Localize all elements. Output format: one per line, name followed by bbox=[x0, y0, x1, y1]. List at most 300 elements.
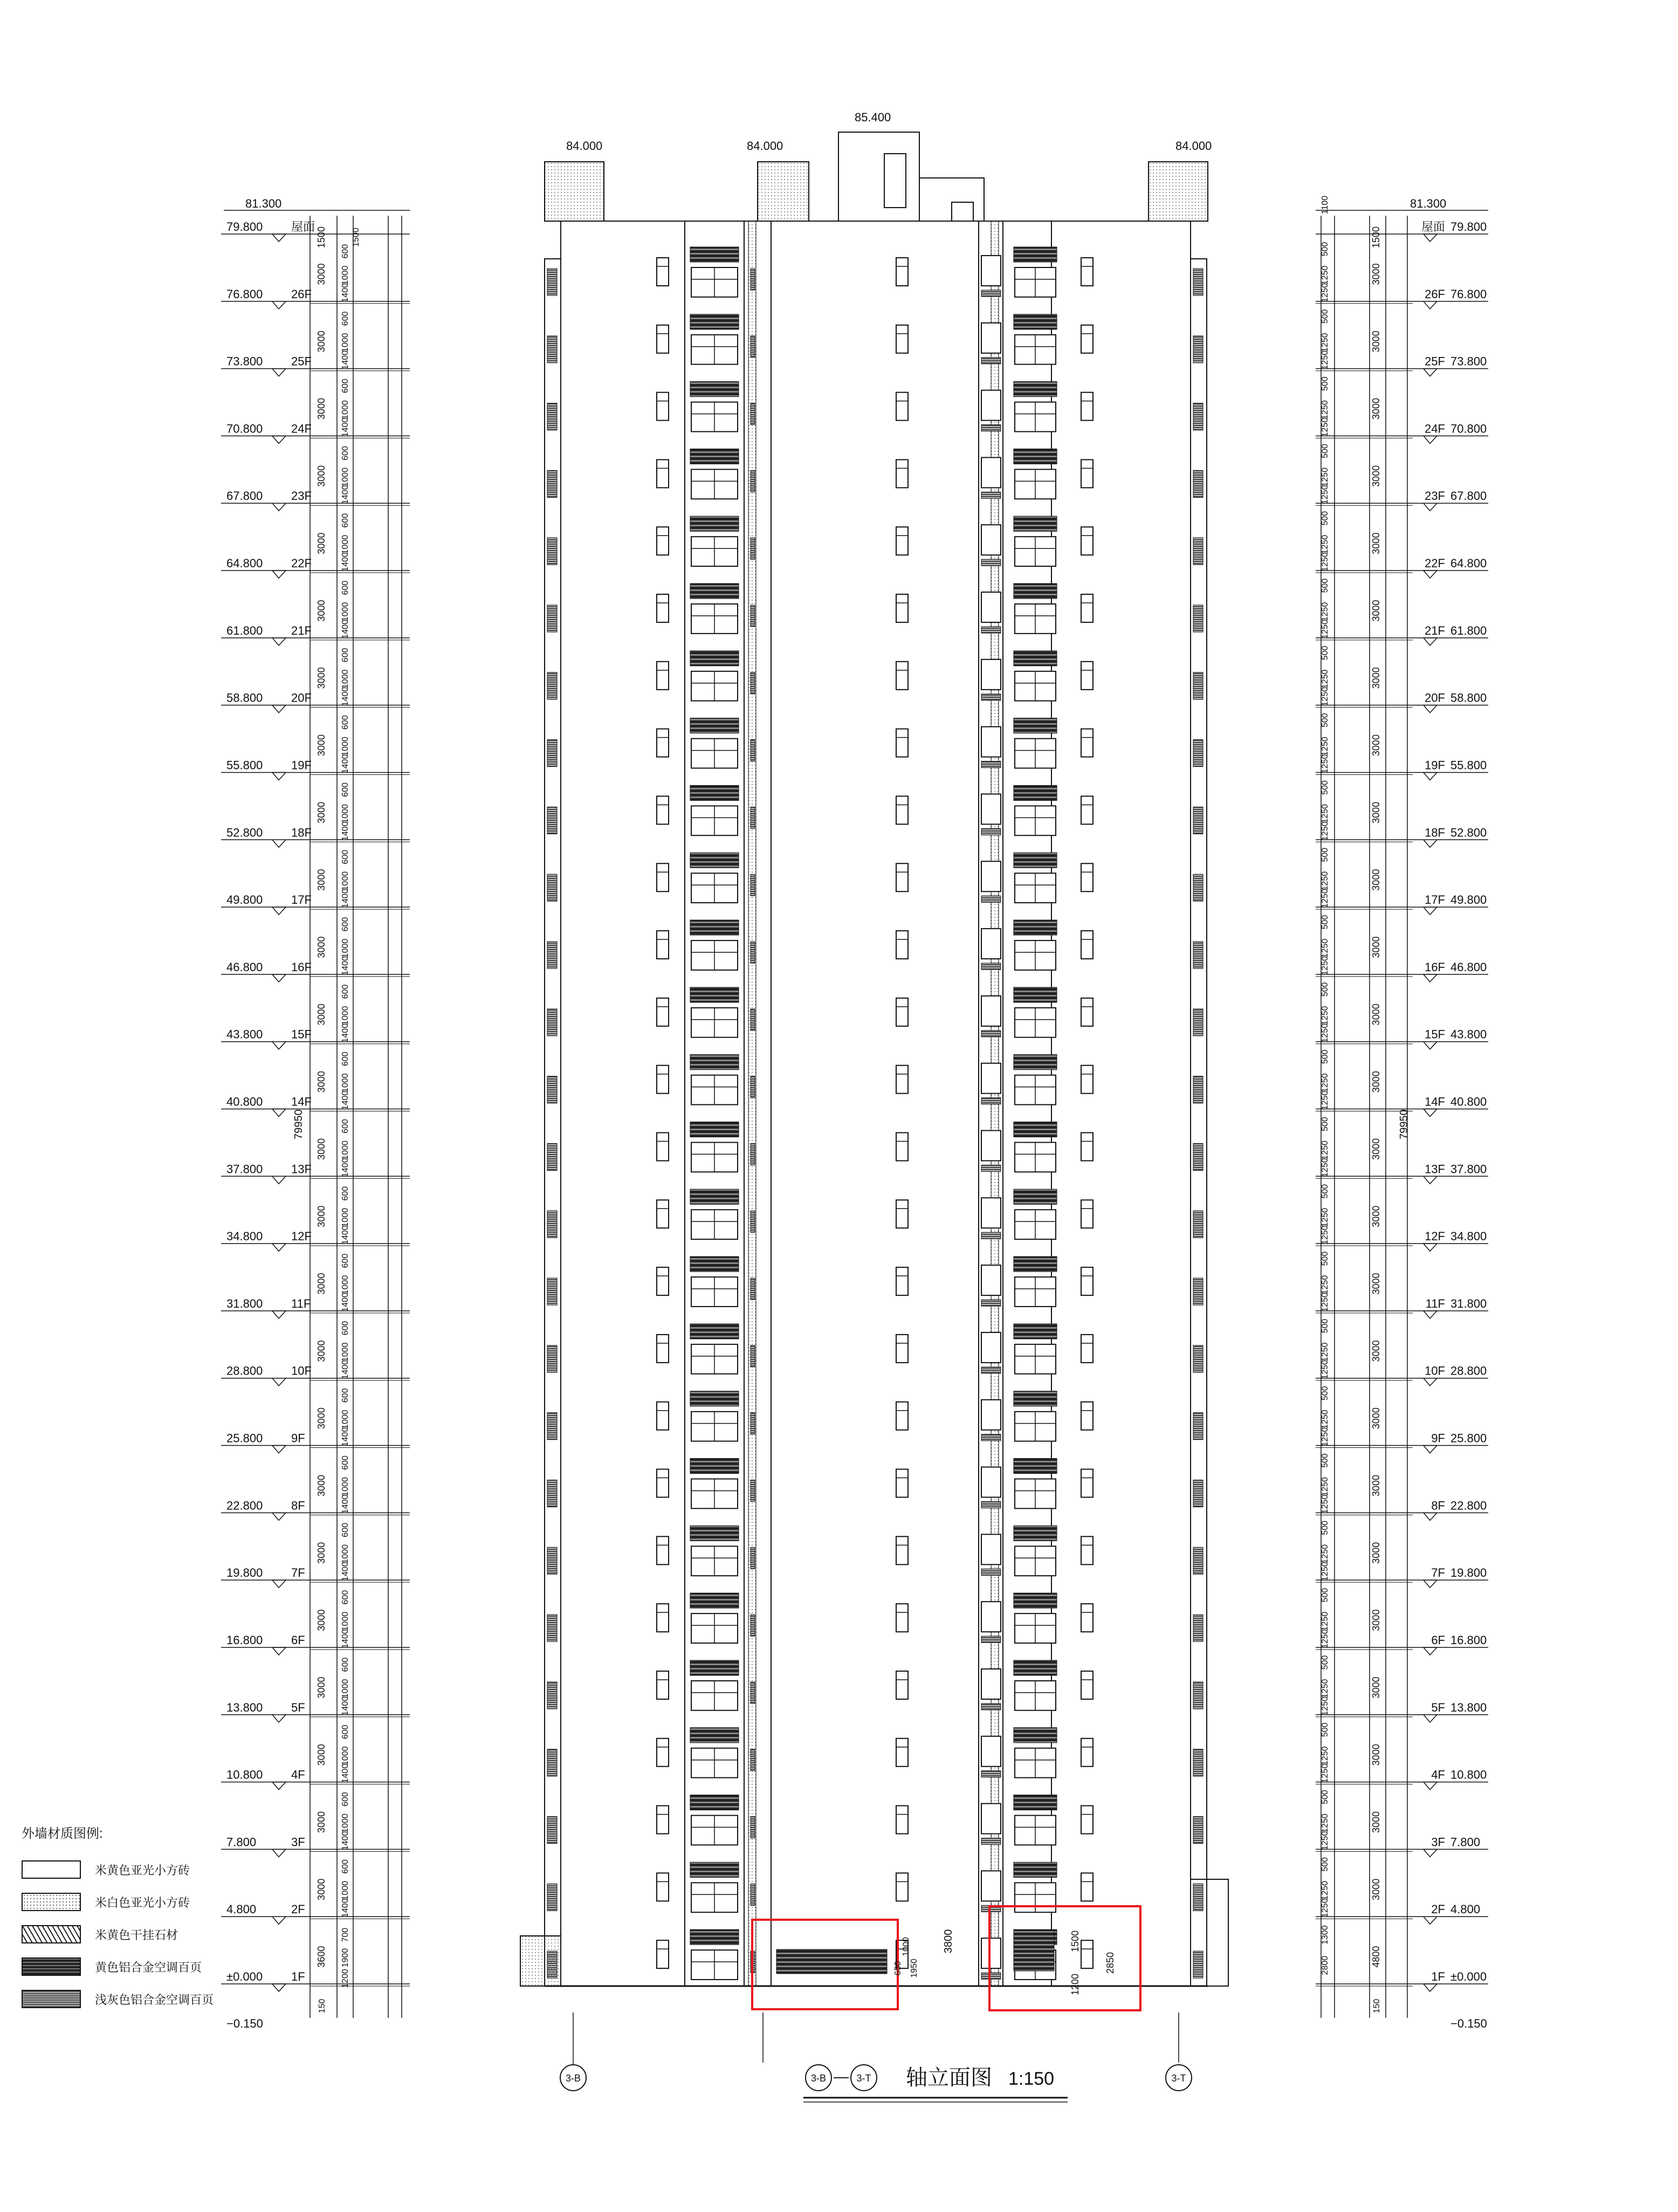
right-sub-dim: 1250 bbox=[1321, 1023, 1330, 1043]
elevation-triangle bbox=[272, 638, 286, 645]
left-sub-dim: 1000 bbox=[341, 602, 350, 622]
right-sub-dim: 1300 bbox=[1321, 1925, 1330, 1945]
corridor-window bbox=[981, 794, 1001, 824]
elevation-triangle bbox=[1423, 1311, 1437, 1318]
left-floor-label: 5F bbox=[291, 1700, 305, 1714]
left-sub-dim: 1200 bbox=[341, 1969, 350, 1988]
wing-louver bbox=[1193, 403, 1203, 430]
corridor-grille bbox=[981, 896, 1001, 902]
ac-louver-left bbox=[690, 1391, 739, 1406]
left-sub-dim: 1400 bbox=[341, 1763, 350, 1783]
corridor-grille bbox=[981, 1031, 1001, 1037]
elevation-triangle bbox=[272, 1580, 286, 1588]
right-elevation-value: 73.800 bbox=[1450, 354, 1487, 368]
elevation-triangle bbox=[272, 1446, 286, 1453]
left-floor-dim: 3000 bbox=[316, 1205, 327, 1227]
small-window bbox=[657, 1536, 669, 1564]
right-sub-dim: 1250 bbox=[1321, 1090, 1330, 1110]
small-window bbox=[657, 594, 669, 622]
elevation-triangle bbox=[1423, 1513, 1437, 1520]
left-sub-dim: 600 bbox=[341, 984, 350, 999]
right-floor-dim: 3000 bbox=[1371, 801, 1381, 823]
right-sub-dim: 500 bbox=[1321, 645, 1330, 661]
right-floor-dim: 3000 bbox=[1371, 1811, 1381, 1833]
small-window bbox=[1081, 796, 1093, 824]
left-sub-dim: 1400 bbox=[341, 417, 350, 437]
corridor-grille bbox=[981, 1636, 1001, 1643]
elevation-triangle bbox=[272, 705, 286, 713]
right-floor-label: 18F bbox=[1425, 826, 1445, 840]
wing-louver bbox=[751, 672, 755, 694]
left-floor-label: 14F bbox=[291, 1095, 312, 1109]
ac-louver-right bbox=[1014, 718, 1057, 733]
wing-louver bbox=[751, 336, 755, 358]
wing-louver bbox=[751, 807, 755, 828]
left-floor-label: 7F bbox=[291, 1566, 305, 1580]
ac-louver-right bbox=[1014, 1391, 1057, 1406]
left-floor-dim: 3000 bbox=[316, 1071, 327, 1093]
right-floor-label: 14F bbox=[1425, 1095, 1445, 1109]
right-floor-dim: 3000 bbox=[1371, 1677, 1381, 1699]
ac-louver-left bbox=[690, 1526, 739, 1541]
right-sub-dim: 1250 bbox=[1321, 1225, 1330, 1245]
corridor-grille bbox=[981, 1838, 1001, 1845]
right-floor-label: 7F bbox=[1431, 1566, 1445, 1580]
elevation-triangle bbox=[272, 1378, 286, 1386]
left-elevation-value: 43.800 bbox=[226, 1027, 263, 1041]
left-elevation-value: 37.800 bbox=[226, 1162, 263, 1176]
right-floor-dim: 3000 bbox=[1371, 1071, 1381, 1093]
left-floor-dim: 3000 bbox=[316, 1811, 327, 1833]
small-window bbox=[657, 325, 669, 353]
wing-louver bbox=[751, 538, 755, 559]
left-total-height: 79950 bbox=[293, 1109, 305, 1139]
right-floor-label: 3F bbox=[1431, 1835, 1445, 1849]
left-sub-dim: 1000 bbox=[341, 1141, 350, 1160]
small-window bbox=[657, 1806, 669, 1834]
right-sub-dim: 1250 bbox=[1321, 1696, 1330, 1716]
left-elevation-value: 73.800 bbox=[226, 354, 263, 368]
wing-louver bbox=[751, 1144, 755, 1165]
ac-louver-right bbox=[1014, 1122, 1057, 1137]
right-base-dim: 150 bbox=[1372, 1998, 1381, 2014]
right-sub-dim: 1250 bbox=[1321, 417, 1330, 437]
elevation-triangle bbox=[1423, 974, 1437, 982]
left-sub-dim: 1000 bbox=[341, 1275, 350, 1295]
right-floor-label: 8F bbox=[1431, 1499, 1445, 1513]
ac-louver-left bbox=[690, 516, 739, 531]
right-floor-dim: 3000 bbox=[1371, 1744, 1381, 1766]
left-elevation-value: 64.800 bbox=[226, 557, 263, 571]
left-sub-dim: 600 bbox=[341, 849, 350, 864]
wing-louver bbox=[547, 1009, 557, 1036]
left-sub-dim: 1000 bbox=[341, 1880, 350, 1900]
left-floor-label: 25F bbox=[291, 354, 312, 368]
left-sub-dim: 600 bbox=[341, 1321, 350, 1336]
elevation-triangle bbox=[1423, 1042, 1437, 1049]
left-floor-dim: 3000 bbox=[316, 1878, 327, 1900]
left-tower bbox=[545, 162, 604, 221]
left-sub-dim: 1400 bbox=[341, 1831, 350, 1851]
small-window bbox=[1081, 863, 1093, 891]
ac-louver-right bbox=[1014, 1256, 1057, 1272]
left-floor-label: 15F bbox=[291, 1027, 312, 1041]
corridor-window bbox=[981, 1534, 1001, 1564]
right-floor-label: 16F bbox=[1425, 960, 1445, 974]
left-floor-label: 1F bbox=[291, 1970, 305, 1983]
right-sub-dim: 1250 bbox=[1321, 333, 1330, 353]
corridor-grille bbox=[981, 828, 1001, 835]
wing-louver bbox=[547, 1211, 557, 1238]
ac-louver-right bbox=[1014, 382, 1057, 397]
small-window bbox=[1081, 1739, 1093, 1767]
left-floor-label: 6F bbox=[291, 1633, 305, 1647]
left-floor-label: 23F bbox=[291, 489, 312, 503]
dim-window-sub: 1500 bbox=[1070, 1930, 1081, 1953]
right-sub-dim: 1250 bbox=[1321, 620, 1330, 639]
left-sub-dim: 1400 bbox=[341, 283, 350, 303]
ac-louver-right bbox=[1014, 1795, 1057, 1810]
small-window bbox=[896, 258, 908, 286]
ground-window bbox=[1014, 1931, 1054, 1971]
left-floor-label: 22F bbox=[291, 557, 312, 571]
wing-louver bbox=[547, 1144, 557, 1171]
ac-louver-right bbox=[1014, 1459, 1057, 1474]
corridor-window bbox=[981, 1467, 1001, 1497]
ac-louver-left bbox=[690, 651, 739, 666]
right-sub-dim: 1250 bbox=[1321, 1410, 1330, 1429]
left-sub-dim: 1400 bbox=[341, 1494, 350, 1514]
entrance-louver bbox=[776, 1949, 887, 1974]
small-window bbox=[657, 1604, 669, 1632]
axis-marker-left: 3-B bbox=[565, 2073, 581, 2084]
corridor-grille bbox=[981, 290, 1001, 297]
left-elevation-value: 40.800 bbox=[226, 1095, 263, 1109]
ac-louver-left bbox=[690, 1795, 739, 1810]
left-floor-label: 9F bbox=[291, 1431, 305, 1445]
right-elevation-value: 61.800 bbox=[1450, 623, 1487, 637]
left-annex bbox=[520, 1936, 561, 1986]
small-window bbox=[896, 594, 908, 622]
left-floor-label: 24F bbox=[291, 422, 312, 436]
small-window bbox=[896, 1267, 908, 1295]
left-wing bbox=[545, 259, 561, 1986]
right-floor-dim: 3000 bbox=[1371, 600, 1381, 622]
left-elevation-value: 13.800 bbox=[226, 1700, 263, 1714]
small-window bbox=[896, 1604, 908, 1632]
right-sub-dim: 1250 bbox=[1321, 265, 1330, 285]
small-window bbox=[896, 1806, 908, 1834]
left-sub-dim: 600 bbox=[341, 715, 350, 730]
left-sub-dim: 600 bbox=[341, 1186, 350, 1201]
small-window bbox=[657, 393, 669, 421]
corridor-window bbox=[981, 457, 1001, 487]
left-floor-dim: 3000 bbox=[316, 1004, 327, 1026]
right-sub-dim: 1250 bbox=[1321, 804, 1330, 823]
legend-label: 米白色亚光小方砖 bbox=[95, 1895, 190, 1909]
small-window bbox=[657, 1940, 669, 1968]
right-floor-label: 13F bbox=[1425, 1162, 1445, 1176]
small-window bbox=[657, 931, 669, 959]
small-window bbox=[1081, 1671, 1093, 1699]
corridor-window bbox=[981, 1804, 1001, 1834]
corridor-grille bbox=[981, 1434, 1001, 1441]
elevation-triangle bbox=[1423, 234, 1437, 242]
left-floor-dim: 3000 bbox=[316, 1340, 327, 1362]
wing-louver bbox=[547, 1817, 557, 1844]
small-window bbox=[657, 1200, 669, 1228]
left-ground-dim: 3600 bbox=[316, 1946, 327, 1968]
right-elevation-value: 4.800 bbox=[1450, 1902, 1481, 1916]
ac-louver-right bbox=[1014, 449, 1057, 464]
wing-louver bbox=[547, 1884, 557, 1911]
left-sub-dim: 600 bbox=[341, 1119, 350, 1134]
wing-louver bbox=[1193, 1009, 1203, 1036]
elevation-triangle bbox=[1423, 369, 1437, 376]
right-floor-label: 10F bbox=[1425, 1364, 1445, 1378]
left-sub-dim: 1000 bbox=[341, 737, 350, 756]
elevation-triangle bbox=[272, 974, 286, 982]
right-sub-dim: 500 bbox=[1321, 915, 1330, 930]
left-sub-dim: 1400 bbox=[341, 889, 350, 908]
legend-label: 米黄色亚光小方砖 bbox=[95, 1863, 190, 1877]
stair-core bbox=[838, 132, 919, 221]
small-window bbox=[657, 1469, 669, 1497]
elevation-triangle bbox=[1423, 705, 1437, 713]
left-floor-dim: 3000 bbox=[316, 667, 327, 689]
right-ground-dim: 4800 bbox=[1371, 1946, 1381, 1968]
left-sub-dim: 1000 bbox=[341, 804, 350, 823]
right-elevation-value: 67.800 bbox=[1450, 489, 1487, 503]
corridor-grille bbox=[981, 1098, 1001, 1104]
small-window bbox=[1081, 459, 1093, 487]
right-floor-dim: 3000 bbox=[1371, 1273, 1381, 1295]
small-window bbox=[896, 863, 908, 891]
left-floor-dim: 3000 bbox=[316, 1407, 327, 1430]
wing-louver bbox=[547, 740, 557, 767]
small-window bbox=[1081, 1806, 1093, 1834]
left-sub-dim: 600 bbox=[341, 1590, 350, 1605]
legend-item-dots bbox=[22, 1886, 248, 1918]
left-sub-dim: 600 bbox=[341, 917, 350, 932]
left-floor-label: 21F bbox=[291, 623, 312, 637]
wing-louver bbox=[1193, 874, 1203, 901]
small-window bbox=[1081, 1066, 1093, 1094]
left-floor-label: 屋面 bbox=[291, 220, 315, 233]
right-tower bbox=[1149, 162, 1208, 221]
wing-louver bbox=[751, 1413, 755, 1434]
elevation-triangle bbox=[1423, 436, 1437, 443]
small-window bbox=[1081, 662, 1093, 690]
left-floor-dim: 3000 bbox=[316, 1273, 327, 1295]
ac-louver-right bbox=[1014, 1189, 1057, 1204]
small-window bbox=[896, 459, 908, 487]
left-sub-dim: 1400 bbox=[341, 350, 350, 370]
wing-louver bbox=[751, 1009, 755, 1031]
small-window bbox=[657, 662, 669, 690]
right-floor-label: 屋面 bbox=[1421, 220, 1445, 233]
ac-louver-right bbox=[1014, 1862, 1057, 1877]
right-sub-dim: 1250 bbox=[1321, 534, 1330, 554]
left-sub-dim: 1000 bbox=[341, 1679, 350, 1699]
ac-louver-right bbox=[1014, 1526, 1057, 1541]
small-window bbox=[1081, 931, 1093, 959]
left-floor-label: 16F bbox=[291, 960, 312, 974]
right-sub-dim: 1250 bbox=[1321, 1898, 1330, 1918]
wing-louver bbox=[1193, 1144, 1203, 1171]
left-floor-dim: 3000 bbox=[316, 331, 327, 353]
ac-louver-right bbox=[1014, 987, 1057, 1002]
small-window bbox=[896, 1133, 908, 1161]
left-elevation-value: 28.800 bbox=[226, 1364, 263, 1378]
left-elevation-value: 49.800 bbox=[226, 893, 263, 907]
right-sub-dim: 1250 bbox=[1321, 1073, 1330, 1093]
left-sub-dim: 1400 bbox=[341, 1898, 350, 1918]
wing-louver bbox=[751, 942, 755, 963]
left-sub-dim: 600 bbox=[341, 1522, 350, 1537]
right-floor-dim: 3000 bbox=[1371, 1609, 1381, 1631]
wing-louver bbox=[547, 1480, 557, 1507]
right-floor-dim: 3000 bbox=[1371, 1474, 1381, 1496]
right-sub-dim: 1250 bbox=[1321, 1562, 1330, 1581]
small-window bbox=[1081, 1873, 1093, 1901]
small-window bbox=[1081, 729, 1093, 757]
small-window bbox=[1081, 1200, 1093, 1228]
right-floor-label: 1F bbox=[1431, 1970, 1445, 1983]
small-window bbox=[657, 1335, 669, 1363]
right-sub-dim: 1250 bbox=[1321, 602, 1330, 622]
right-sub-dim: 1250 bbox=[1321, 737, 1330, 756]
drawing-title: 轴立面图 bbox=[906, 2066, 992, 2090]
elevation-triangle bbox=[272, 234, 286, 242]
ac-louver-left bbox=[690, 1593, 739, 1608]
corridor-window bbox=[981, 1198, 1001, 1228]
right-sub-dim: 500 bbox=[1321, 376, 1330, 391]
elevation-triangle bbox=[1423, 1580, 1437, 1588]
mid-tower-elevation: 84.000 bbox=[747, 139, 783, 153]
left-elevation-value: 31.800 bbox=[226, 1296, 263, 1310]
right-sub-dim: 500 bbox=[1321, 1117, 1330, 1131]
ac-louver-left bbox=[690, 382, 739, 397]
small-window bbox=[896, 1335, 908, 1363]
small-window bbox=[657, 1267, 669, 1295]
left-elevation-value: 79.800 bbox=[226, 220, 263, 233]
left-floor-dim: 3000 bbox=[316, 1677, 327, 1699]
right-floor-dim: 3000 bbox=[1371, 734, 1381, 757]
right-floor-label: 2F bbox=[1431, 1902, 1445, 1916]
ac-louver-left bbox=[690, 1929, 739, 1945]
wing-louver bbox=[547, 269, 557, 296]
left-floor-label: 12F bbox=[291, 1229, 312, 1244]
wing-louver bbox=[547, 403, 557, 430]
building-outline bbox=[561, 221, 1191, 1986]
wing-louver bbox=[1193, 605, 1203, 632]
right-floor-label: 15F bbox=[1425, 1027, 1445, 1041]
elevation-triangle bbox=[1423, 1782, 1437, 1790]
left-elevation-value: 70.800 bbox=[226, 422, 263, 436]
right-sub-dim: 500 bbox=[1321, 1857, 1330, 1872]
corridor-window bbox=[981, 1669, 1001, 1699]
corridor-grille bbox=[981, 1703, 1001, 1710]
left-sub-dim: 1400 bbox=[341, 1427, 350, 1447]
small-window bbox=[1081, 1402, 1093, 1430]
right-floor-label: 5F bbox=[1431, 1700, 1445, 1714]
elevation-triangle bbox=[272, 1715, 286, 1722]
wing-louver bbox=[751, 1278, 755, 1300]
right-elevation-value: 79.800 bbox=[1450, 220, 1487, 233]
left-sub-dim: 1000 bbox=[341, 1073, 350, 1093]
wing-louver bbox=[751, 1211, 755, 1232]
elevation-triangle bbox=[1423, 1916, 1437, 1924]
small-window bbox=[657, 863, 669, 891]
right-elevation-value: 31.800 bbox=[1450, 1296, 1487, 1310]
right-sub-dim: 1250 bbox=[1321, 1293, 1330, 1312]
elevation-triangle bbox=[272, 1782, 286, 1790]
left-floor-dim: 3000 bbox=[316, 1609, 327, 1631]
left-floor-label: 17F bbox=[291, 893, 312, 907]
left-sub-dim: 1000 bbox=[341, 534, 350, 554]
small-window bbox=[896, 998, 908, 1026]
right-elevation-value: 25.800 bbox=[1450, 1431, 1487, 1445]
right-sub-dim: 500 bbox=[1321, 444, 1330, 458]
ac-louver-left bbox=[690, 1055, 739, 1070]
right-floor-label: 12F bbox=[1425, 1229, 1445, 1244]
left-elevation-value: 10.800 bbox=[226, 1768, 263, 1782]
left-sub-dim: 1000 bbox=[341, 1611, 350, 1631]
small-window bbox=[1081, 325, 1093, 353]
left-sub-dim: 600 bbox=[341, 1388, 350, 1403]
small-window bbox=[657, 1671, 669, 1699]
right-sub-dim: 1250 bbox=[1321, 1679, 1330, 1699]
left-sub-dim: 1400 bbox=[341, 686, 350, 706]
left-ground-elevation: −0.150 bbox=[226, 2017, 263, 2030]
left-sub-dim: 1000 bbox=[341, 871, 350, 891]
dim-entrance-h: 3800 bbox=[943, 1929, 954, 1954]
elevation-triangle bbox=[272, 840, 286, 847]
wing-louver bbox=[547, 538, 557, 565]
left-sub-dim: 1000 bbox=[341, 1207, 350, 1227]
right-sub-dim: 1250 bbox=[1321, 1880, 1330, 1900]
right-floor-dim: 3000 bbox=[1371, 1205, 1381, 1227]
left-elevation-value: 67.800 bbox=[226, 489, 263, 503]
right-sub-dim: 500 bbox=[1321, 1386, 1330, 1401]
elevation-triangle bbox=[272, 1984, 286, 1991]
small-window bbox=[657, 998, 669, 1026]
legend-item-hatch bbox=[22, 1918, 248, 1950]
swatch-dots bbox=[22, 1893, 81, 1911]
left-sub-dim: 1400 bbox=[341, 1293, 350, 1312]
left-floor-label: 19F bbox=[291, 758, 312, 772]
small-window bbox=[1081, 258, 1093, 286]
elevation-triangle bbox=[1423, 1984, 1437, 1991]
swatch-dark bbox=[22, 1957, 81, 1976]
corridor-grille bbox=[981, 1232, 1001, 1239]
small-window bbox=[1081, 1267, 1093, 1295]
corridor-window bbox=[981, 996, 1001, 1026]
right-sub-dim: 1250 bbox=[1321, 889, 1330, 908]
left-elevation-value: 76.800 bbox=[226, 287, 263, 301]
right-sub-dim: 500 bbox=[1321, 242, 1330, 257]
right-tower-elevation: 84.000 bbox=[1175, 139, 1212, 153]
corridor-window bbox=[981, 1871, 1001, 1901]
ac-louver-right bbox=[1014, 1660, 1057, 1675]
ac-louver-left bbox=[690, 1256, 739, 1272]
corridor-grille bbox=[981, 1502, 1001, 1508]
right-sub-dim: 1250 bbox=[1321, 1611, 1330, 1631]
left-sub-dim: 1400 bbox=[341, 1090, 350, 1110]
right-sub-dim: 1250 bbox=[1321, 1813, 1330, 1833]
right-floor-label: 26F bbox=[1425, 287, 1445, 301]
